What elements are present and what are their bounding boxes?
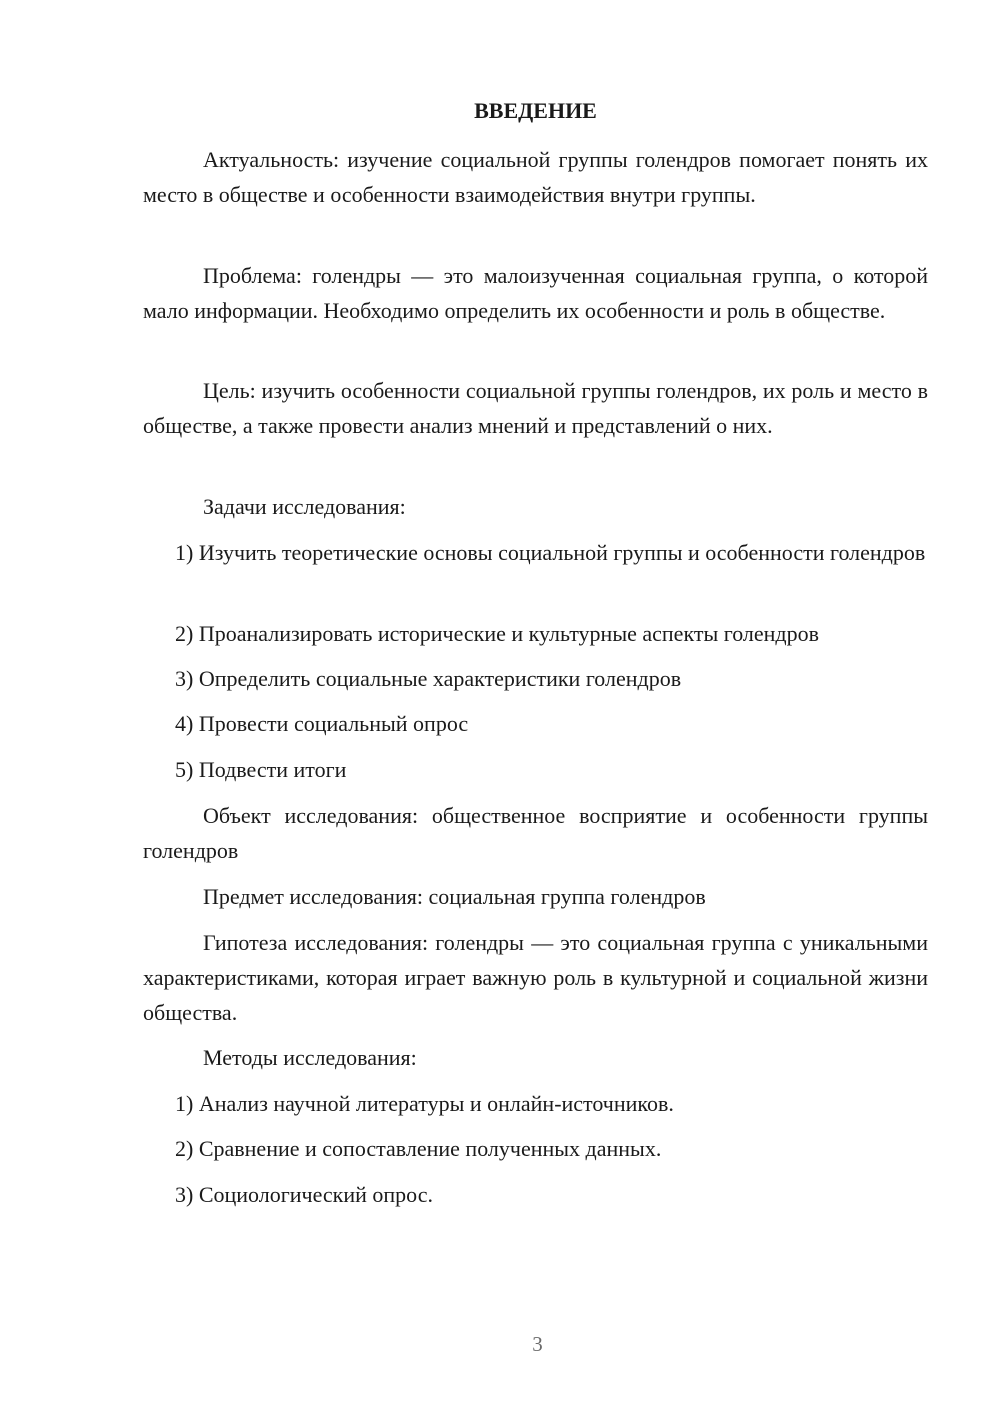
goal-paragraph: Цель: изучить особенности социальной группы голендров, их роль и место в обществе, а также провести анализ мнений и представлений о них. [143,378,928,438]
method-item: 2) Сравнение и сопоставление полученных данных. [175,1136,662,1161]
task-item: 1) Изучить теоретические основы социальной группы и особенности голендров [175,540,926,565]
task-item: 5) Подвести итоги [175,757,347,782]
problem-paragraph: Проблема: голендры — это малоизученная социальная группа, о которой мало информации. Необходимо определить их особенности и роль в обществе. [143,263,928,323]
subject-paragraph: Предмет исследования: социальная группа голендров [203,884,706,909]
section-heading: ВВЕДЕНИЕ [474,98,597,123]
task-item: 2) Проанализировать исторические и культурные аспекты голендров [175,621,820,646]
method-item: 3) Социологический опрос. [175,1182,433,1207]
hypothesis-paragraph: Гипотеза исследования: голендры — это социальная группа с уникальными характеристиками, которая играет важную роль в культурной и социальной жизни общества. [143,930,928,1025]
method-item: 1) Анализ научной литературы и онлайн-источников. [175,1091,674,1116]
relevance-paragraph: Актуальность: изучение социальной группы голендров помогает понять их место в обществе и особенности взаимодействия внутри группы. [143,147,928,207]
task-item: 4) Провести социальный опрос [175,711,469,736]
page-number: 3 [532,1332,543,1356]
object-paragraph: Объект исследования: общественное восприятие и особенности группы голендров [143,803,928,863]
methods-title: Методы исследования: [203,1045,417,1070]
task-item: 3) Определить социальные характеристики голендров [175,666,682,691]
tasks-title: Задачи исследования: [203,494,406,519]
